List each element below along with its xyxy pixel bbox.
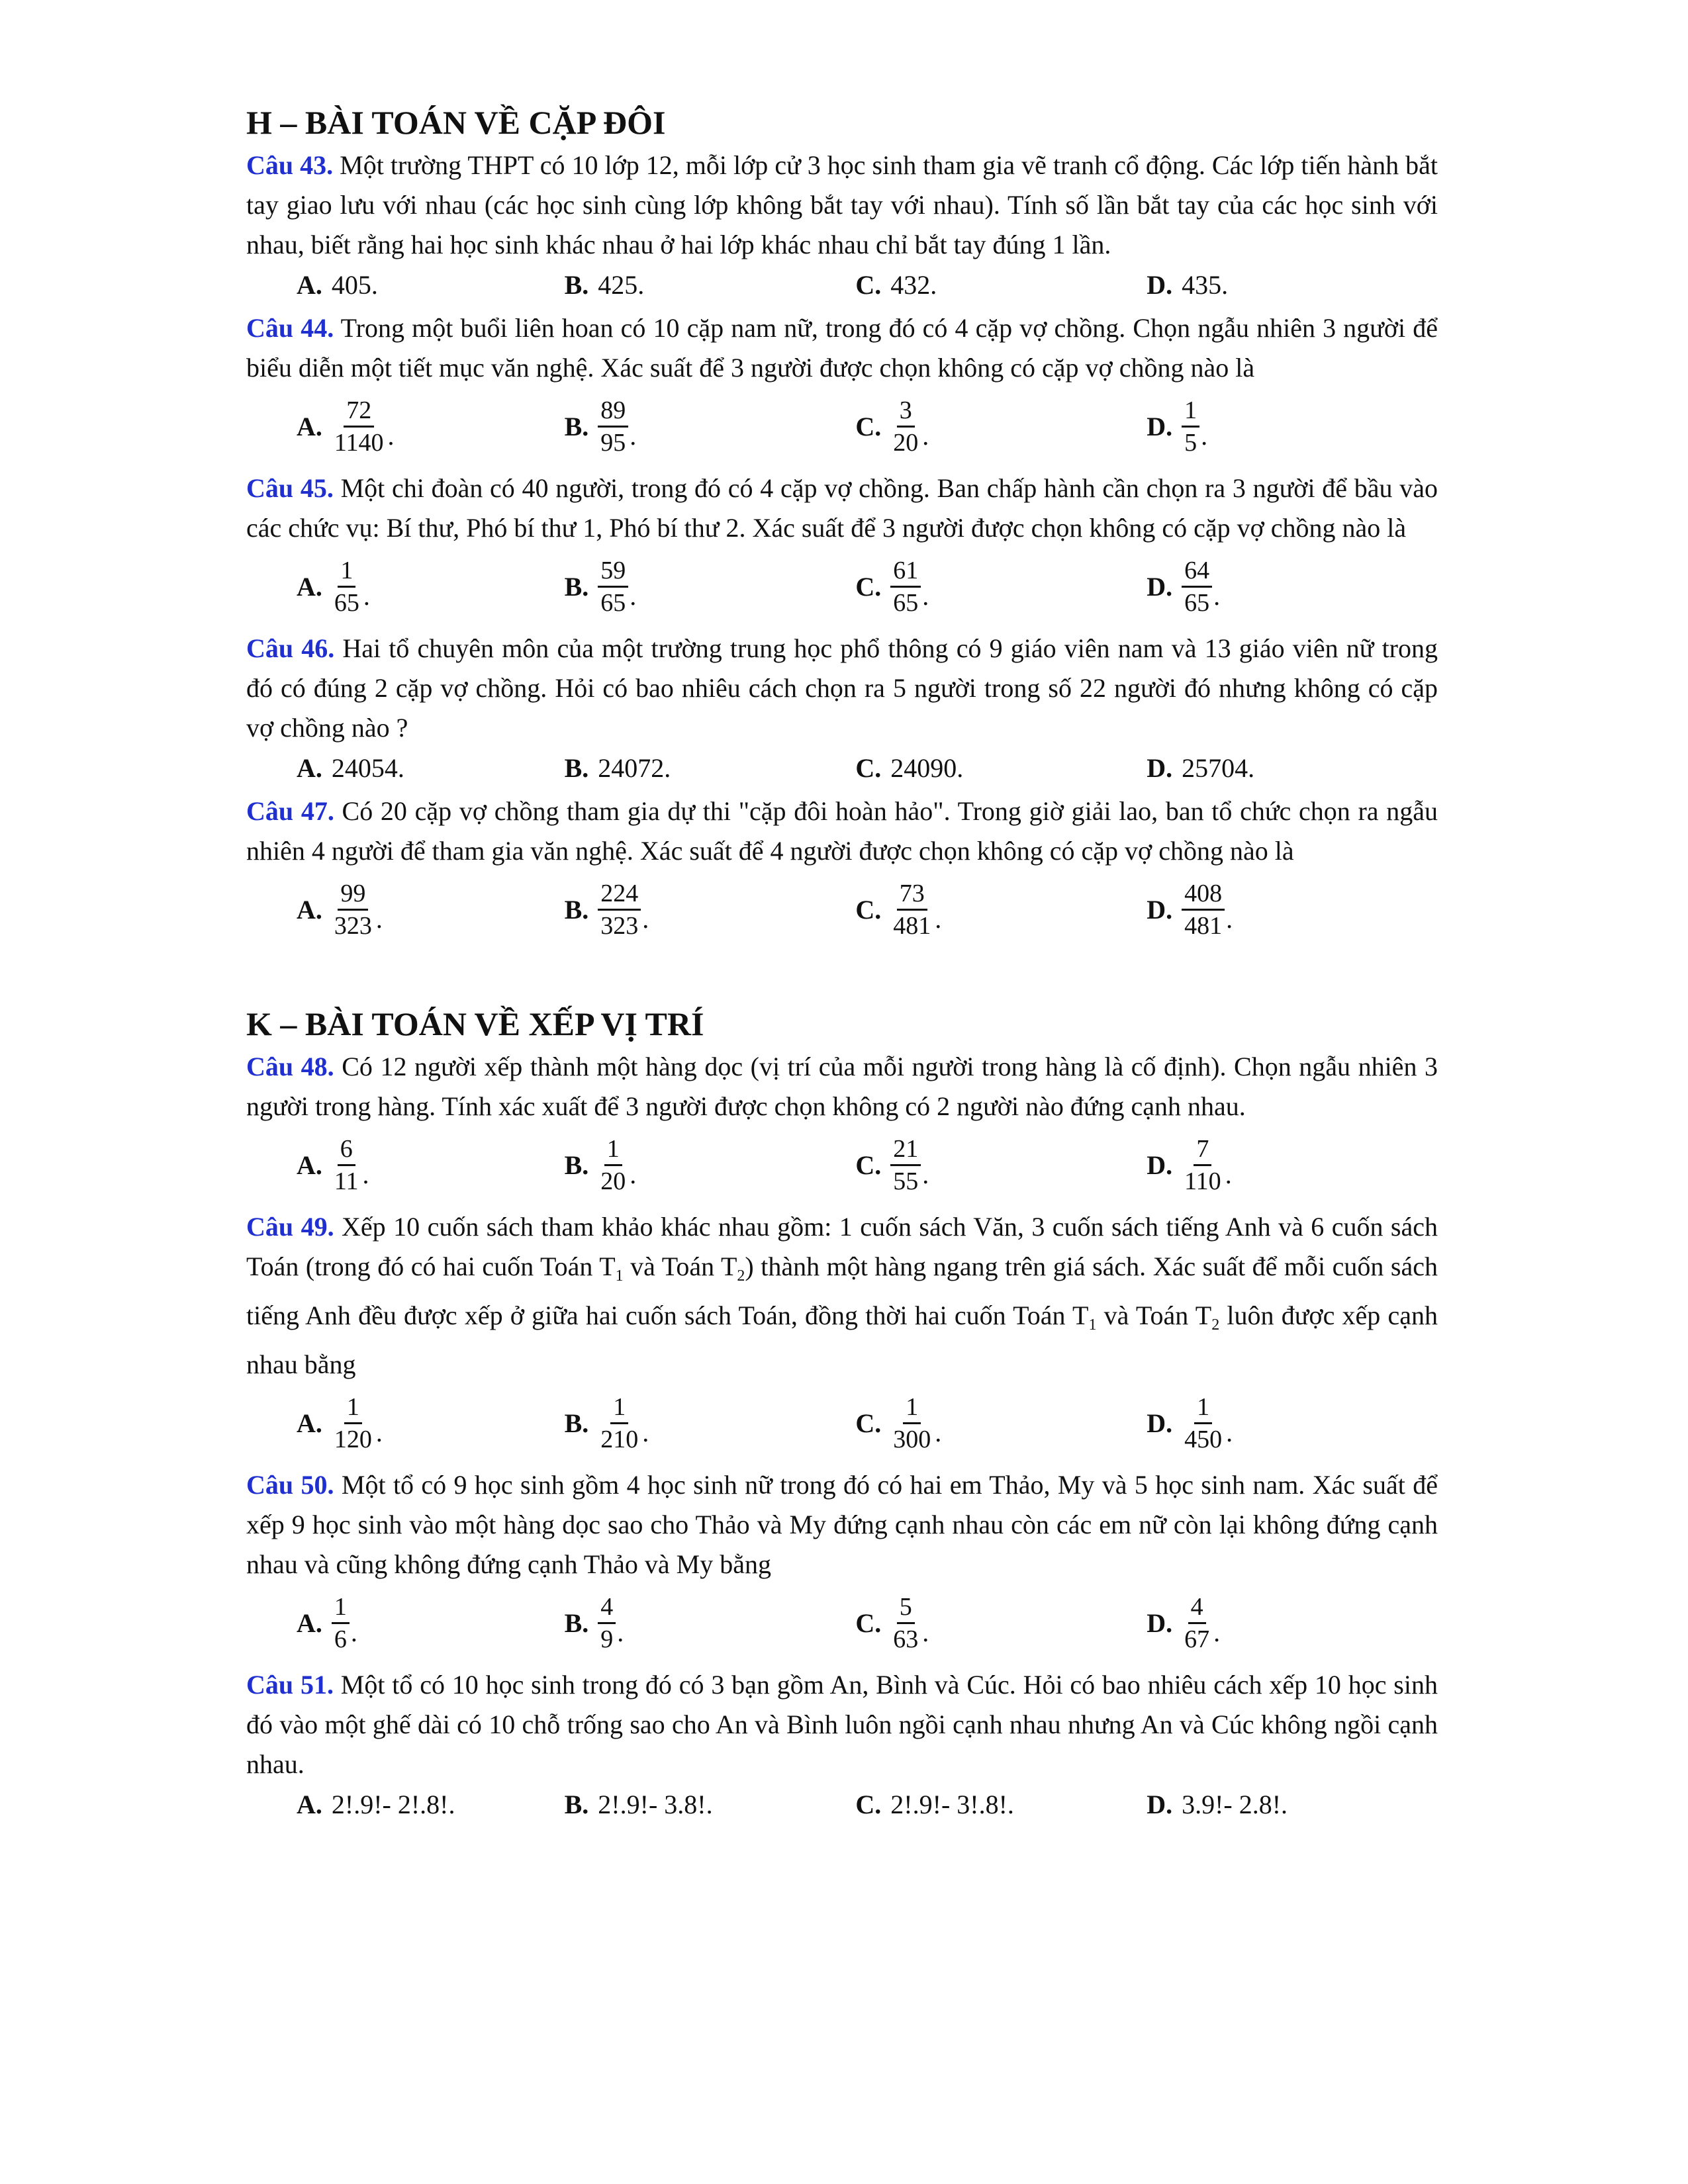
option-letter: A.	[297, 269, 322, 300]
option-letter: B.	[564, 269, 589, 300]
fraction	[332, 1134, 361, 1197]
denominator: 5	[1184, 428, 1197, 457]
question-label: Câu 49.	[246, 1212, 334, 1242]
question-text: Một trường THPT có 10 lớp 12, mỗi lớp cử 3 học sinh tham gia vẽ tranh cổ động. Các lớp tiến hành bắt tay giao lưu với nhau (các học sinh cùng lớp không bắt tay với nhau). Tính số lần bắt tay của các học sinh với nhau, biết rằng hai học sinh khác nhau ở hai lớp khác nhau chỉ bắt tay đúng 1 lần.	[246, 150, 1438, 259]
option-letter: C.	[855, 894, 882, 925]
option-d[interactable]: D. $\frac{1}{5}$ .	[1147, 396, 1208, 457]
denominator: 11	[334, 1167, 359, 1195]
option-letter: B.	[564, 752, 589, 783]
denominator: 323	[334, 911, 372, 940]
option-c[interactable]: C. $\frac{61}{65}$ .	[855, 556, 929, 617]
option-b[interactable]: B. $\frac{1}{20}$ .	[564, 1134, 637, 1195]
denominator: 20	[600, 1167, 626, 1195]
numerator: 7	[1194, 1134, 1211, 1166]
option-letter: D.	[1147, 1608, 1173, 1638]
option-letter: D.	[1147, 411, 1173, 441]
option-letter: A.	[297, 1789, 322, 1819]
option-b[interactable]: B. $\frac{224}{323}$ .	[564, 879, 649, 940]
question-label: Câu 45.	[246, 473, 334, 503]
option-letter: A.	[297, 571, 322, 602]
option-value: 435.	[1182, 269, 1229, 300]
option-d[interactable]	[1147, 269, 1438, 300]
option-letter: C.	[855, 1608, 882, 1638]
option-value: 24054.	[331, 752, 404, 783]
question-text: Hai tổ chuyên môn của một trường trung học phổ thông có 9 giáo viên nam và 13 giáo viên nữ trong đó có đúng 2 cặp vợ chồng. Hỏi có bao nhiêu cách chọn ra 5 người trong số 22 người đó nhưng không có cặp vợ chồng nào ?	[246, 633, 1438, 743]
question	[246, 792, 1438, 871]
option-value: 24090.	[890, 752, 964, 783]
option-c[interactable]	[855, 1789, 1147, 1820]
option-a[interactable]: A. $\frac{72}{1140}$ .	[297, 396, 395, 457]
fraction	[890, 395, 921, 458]
option-a[interactable]	[297, 269, 565, 300]
answer-options	[246, 1385, 1438, 1461]
numerator: 89	[598, 395, 628, 428]
fraction	[890, 1134, 921, 1197]
question	[246, 469, 1438, 548]
question-text: Một tổ có 10 học sinh trong đó có 3 bạn gồm An, Bình và Cúc. Hỏi có bao nhiêu cách xếp 10 học sinh đó vào một ghế dài có 10 chỗ trống sao cho An và Bình luôn ngồi cạnh nhau nhưng An và Cúc không ngồi cạnh nhau.	[246, 1670, 1438, 1779]
option-letter: B.	[564, 411, 589, 441]
section-title: K – BÀI TOÁN VỀ XẾP VỊ TRÍ	[246, 1005, 704, 1042]
option-d[interactable]: D. $\frac{4}{67}$ .	[1147, 1592, 1221, 1653]
option-c[interactable]	[855, 269, 1147, 300]
option-value: 425.	[598, 269, 645, 300]
fraction	[598, 878, 641, 941]
fraction	[332, 395, 387, 458]
option-letter: D.	[1147, 1789, 1173, 1819]
numerator: 3	[897, 395, 915, 428]
numerator: 4	[1188, 1592, 1206, 1624]
question-text: luôn được xếp cạnh nhau bằng	[246, 1300, 1438, 1379]
question	[246, 1047, 1438, 1126]
option-letter: B.	[564, 1408, 589, 1438]
option-letter: A.	[297, 1608, 322, 1638]
fraction	[1182, 395, 1199, 458]
question-text: Trong một buổi liên hoan có 10 cặp nam nữ, trong đó có 4 cặp vợ chồng. Chọn ngẫu nhiên 3 người để biểu diễn một tiết mục văn nghệ. Xác suất để 3 người được chọn không có cặp vợ chồng nào là	[246, 313, 1438, 383]
fraction	[1182, 1392, 1225, 1455]
numerator: 5	[897, 1592, 915, 1624]
denominator: 323	[600, 911, 639, 940]
denominator: 6	[334, 1625, 347, 1653]
question-text: Một chi đoàn có 40 người, trong đó có 4 cặp vợ chồng. Ban chấp hành cần chọn ra 3 người để bầu vào các chức vụ: Bí thư, Phó bí thư 1, Phó bí thư 2. Xác suất để 3 người được chọn không có cặp vợ chồng nào là	[246, 473, 1438, 543]
option-b[interactable]: B. $\frac{1}{210}$ .	[564, 1392, 649, 1453]
option-value: 2!.9!- 2!.8!.	[331, 1789, 455, 1819]
numerator: 224	[598, 878, 641, 911]
denominator: 481	[1184, 911, 1223, 940]
fraction	[598, 395, 628, 458]
answer-options	[246, 871, 1438, 948]
option-value: 25704.	[1182, 752, 1255, 783]
option-letter: D.	[1147, 752, 1173, 783]
subscript: 2	[737, 1267, 745, 1285]
denominator: 65	[334, 588, 359, 617]
option-value: 24072.	[598, 752, 671, 783]
answer-options	[246, 548, 1438, 625]
numerator: 1	[332, 1592, 350, 1624]
numerator: 4	[598, 1592, 616, 1624]
fraction	[1182, 1592, 1212, 1655]
option-letter: B.	[564, 1608, 589, 1638]
answer-options	[246, 1784, 1438, 1824]
numerator: 73	[897, 878, 927, 911]
numerator: 1	[903, 1392, 921, 1424]
section-spacer	[246, 952, 1438, 1001]
denominator: 110	[1184, 1167, 1221, 1195]
worksheet-page	[246, 99, 1438, 1828]
option-b[interactable]: B. $\frac{4}{9}$ .	[564, 1592, 624, 1653]
option-b[interactable]	[565, 752, 856, 784]
question-label: Câu 46.	[246, 633, 335, 663]
numerator: 408	[1182, 878, 1225, 911]
option-value: 3.9!- 2.8!.	[1182, 1789, 1288, 1819]
fraction	[1182, 878, 1225, 941]
fraction	[598, 555, 628, 618]
answer-options	[246, 1126, 1438, 1203]
option-letter: C.	[855, 1408, 882, 1438]
denominator: 20	[893, 428, 919, 457]
denominator: 67	[1184, 1625, 1210, 1653]
numerator: 1	[344, 1392, 362, 1424]
numerator: 72	[344, 395, 374, 428]
denominator: 55	[893, 1167, 919, 1195]
question-text: Có 12 người xếp thành một hàng dọc (vị trí của mỗi người trong hàng là cố định). Chọn ngẫu nhiên 3 người trong hàng. Tính xác xuất để 3 người được chọn không có 2 người nào đứng cạnh nhau.	[246, 1052, 1438, 1121]
option-letter: B.	[564, 1150, 589, 1180]
fraction	[890, 1392, 933, 1455]
answer-options	[246, 388, 1438, 465]
question	[246, 1665, 1438, 1784]
subscript: 2	[1211, 1316, 1220, 1334]
option-letter: A.	[297, 1150, 322, 1180]
option-value: 2!.9!- 3.8!.	[598, 1789, 713, 1819]
section-title: H – BÀI TOÁN VỀ CẶP ĐÔI	[246, 104, 666, 141]
question-text: và Toán T	[1096, 1300, 1212, 1330]
question-text: và Toán T	[623, 1251, 737, 1281]
answer-options	[246, 265, 1438, 304]
fraction	[890, 878, 933, 941]
option-a[interactable]	[297, 752, 565, 784]
subscript: 1	[615, 1267, 624, 1285]
option-value: 2!.9!- 3!.8!.	[890, 1789, 1014, 1819]
question-text: Xếp 10 cuốn sách tham khảo khác nhau gồm: 1 cuốn sách Văn, 3 cuốn sách tiếng Anh và 6 cuốn sách Toán (trong đó có hai cuốn Toán T	[246, 1212, 1438, 1281]
option-value: 432.	[890, 269, 937, 300]
denominator: 9	[600, 1625, 614, 1653]
option-c[interactable]: C. $\frac{1}{300}$ .	[855, 1392, 942, 1453]
option-d[interactable]: D. $\frac{1}{450}$ .	[1147, 1392, 1233, 1453]
fraction	[332, 555, 362, 618]
fraction	[890, 555, 921, 618]
option-letter: D.	[1147, 1408, 1173, 1438]
option-letter: A.	[297, 752, 322, 783]
option-letter: D.	[1147, 894, 1173, 925]
numerator: 61	[890, 555, 921, 588]
option-c[interactable]: C. $\frac{21}{55}$ .	[855, 1134, 929, 1195]
denominator: 65	[1184, 588, 1210, 617]
option-letter: C.	[855, 1150, 882, 1180]
answer-options	[246, 1584, 1438, 1661]
subscript: 1	[1088, 1316, 1097, 1334]
question-text: Một tổ có 9 học sinh gồm 4 học sinh nữ trong đó có hai em Thảo, My và 5 học sinh nam. Xác suất để xếp 9 học sinh vào một hàng dọc sao cho Thảo và My đứng cạnh nhau còn các em nữ còn lại không đứng cạnh nhau và cũng không đứng cạnh Thảo và My bằng	[246, 1470, 1438, 1579]
option-letter: D.	[1147, 1150, 1173, 1180]
numerator: 1	[610, 1392, 628, 1424]
option-c[interactable]: C. $\frac{5}{63}$ .	[855, 1592, 929, 1653]
option-a[interactable]: A. $\frac{1}{6}$ .	[297, 1592, 357, 1653]
option-c[interactable]	[855, 752, 1147, 784]
denominator: 450	[1184, 1425, 1223, 1453]
option-a[interactable]: A. $\frac{1}{65}$ .	[297, 556, 370, 617]
option-a[interactable]: A. $\frac{1}{120}$ .	[297, 1392, 383, 1453]
option-letter: C.	[855, 571, 882, 602]
option-letter: A.	[297, 411, 322, 441]
denominator: 300	[893, 1425, 931, 1453]
fraction	[332, 878, 375, 941]
question-label: Câu 43.	[246, 150, 334, 180]
fraction	[598, 1592, 616, 1655]
numerator: 99	[338, 878, 368, 911]
fraction	[598, 1392, 641, 1455]
question-text: ) thành một hàng ngang trên giá sách. Xác suất để mỗi cuốn sách tiếng Anh đều được xếp ở giữa hai cuốn sách Toán, đồng thời hai cuốn Toán T	[246, 1251, 1438, 1330]
option-b[interactable]: B. $\frac{89}{95}$ .	[564, 396, 637, 457]
numerator: 6	[338, 1134, 355, 1166]
option-letter: C.	[855, 752, 882, 783]
option-c[interactable]: C. $\frac{3}{20}$ .	[855, 396, 929, 457]
option-letter: D.	[1147, 269, 1173, 300]
fraction	[332, 1592, 350, 1655]
fraction	[332, 1392, 375, 1455]
fraction	[598, 1134, 628, 1197]
option-letter: D.	[1147, 571, 1173, 602]
option-a[interactable]	[297, 1789, 565, 1820]
option-letter: B.	[564, 1789, 589, 1819]
question-label: Câu 50.	[246, 1470, 334, 1500]
option-a[interactable]: A. $\frac{6}{11}$ .	[297, 1134, 369, 1195]
numerator: 1	[1194, 1392, 1212, 1424]
option-b[interactable]	[565, 269, 856, 300]
option-d[interactable]: D. $\frac{64}{65}$ .	[1147, 556, 1221, 617]
option-letter: C.	[855, 1789, 882, 1819]
option-d[interactable]	[1147, 1789, 1438, 1820]
option-letter: B.	[564, 571, 589, 602]
option-letter: C.	[855, 269, 882, 300]
denominator: 65	[893, 588, 919, 617]
fraction	[890, 1592, 921, 1655]
numerator: 1	[1182, 395, 1199, 428]
numerator: 59	[598, 555, 628, 588]
question	[246, 146, 1438, 265]
question-label: Câu 47.	[246, 796, 334, 826]
question	[246, 308, 1438, 388]
option-a[interactable]: A. $\frac{99}{323}$ .	[297, 879, 383, 940]
question	[246, 1207, 1438, 1385]
option-b[interactable]	[565, 1789, 856, 1820]
denominator: 95	[600, 428, 626, 457]
question-label: Câu 51.	[246, 1670, 334, 1700]
numerator: 64	[1182, 555, 1212, 588]
denominator: 481	[893, 911, 931, 940]
option-b[interactable]: B. $\frac{59}{65}$ .	[564, 556, 637, 617]
denominator: 210	[600, 1425, 639, 1453]
option-letter: C.	[855, 411, 882, 441]
denominator: 120	[334, 1425, 372, 1453]
option-letter: B.	[564, 894, 589, 925]
numerator: 1	[604, 1134, 622, 1166]
question-text: Có 20 cặp vợ chồng tham gia dự thi "cặp đôi hoàn hảo". Trong giờ giải lao, ban tổ chức chọn ra ngẫu nhiên 4 người để tham gia văn nghệ. Xác suất để 4 người được chọn không có cặp vợ chồng nào là	[246, 796, 1438, 866]
denominator: 63	[893, 1625, 919, 1653]
option-value: 405.	[331, 269, 378, 300]
answer-options	[246, 748, 1438, 788]
denominator: 1140	[334, 428, 384, 457]
option-d[interactable]: D. $\frac{408}{481}$ .	[1147, 879, 1233, 940]
question-label: Câu 48.	[246, 1052, 334, 1081]
numerator: 1	[338, 555, 355, 588]
question	[246, 629, 1438, 748]
option-d[interactable]	[1147, 752, 1438, 784]
option-c[interactable]: C. $\frac{73}{481}$ .	[855, 879, 942, 940]
question-label: Câu 44.	[246, 313, 334, 343]
option-letter: A.	[297, 1408, 322, 1438]
question	[246, 1465, 1438, 1584]
fraction	[1182, 555, 1212, 618]
fraction	[1182, 1134, 1224, 1197]
option-letter: A.	[297, 894, 322, 925]
option-d[interactable]: D. $\frac{7}{110}$ .	[1147, 1134, 1232, 1195]
denominator: 65	[600, 588, 626, 617]
numerator: 21	[890, 1134, 921, 1166]
